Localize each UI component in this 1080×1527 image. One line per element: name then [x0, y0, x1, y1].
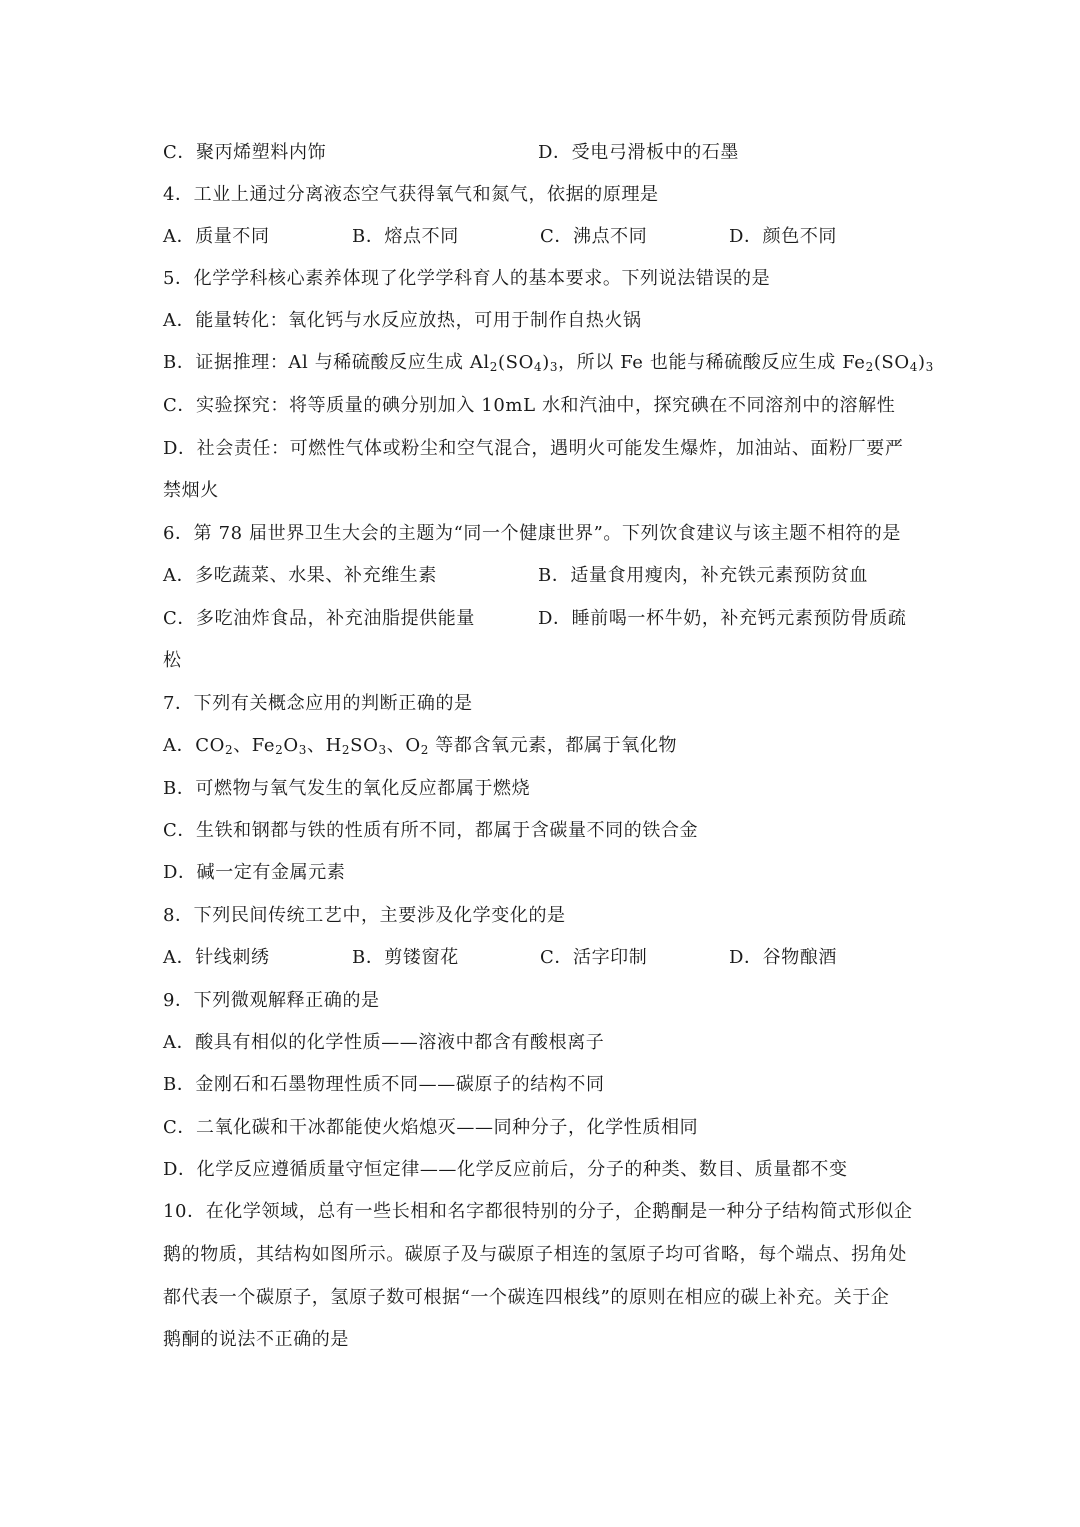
q4-option-d: D．颜色不同	[729, 226, 838, 247]
q7-option-b: B．可燃物与氧气发生的氧化反应都属于燃烧	[163, 778, 531, 799]
q8-option-a: A．针线刺绣	[163, 947, 270, 968]
q10-stem-line3: 都代表一个碳原子，氢原子数可根据“一个碳连四根线”的原则在相应的碳上补充。关于企	[163, 1287, 890, 1308]
q8-option-d: D．谷物酿酒	[729, 947, 838, 968]
q4-stem: 4．工业上通过分离液态空气获得氧气和氮气，依据的原理是	[163, 184, 659, 205]
q6-stem: 6．第 78 届世界卫生大会的主题为“同一个健康世界”。下列饮食建议与该主题不相符的是	[163, 523, 901, 544]
q4-option-b: B．熔点不同	[352, 226, 459, 247]
q8-option-c: C．活字印制	[540, 947, 648, 968]
q7-option-d: D．碱一定有金属元素	[163, 862, 346, 883]
q6-option-d-line2: 松	[163, 650, 182, 671]
q7-option-c: C．生铁和钢都与铁的性质有所不同，都属于含碳量不同的铁合金	[163, 820, 699, 841]
q4-option-a: A．质量不同	[163, 226, 270, 247]
q5-option-d-line2: 禁烟火	[163, 480, 219, 501]
q8-option-b: B．剪镂窗花	[352, 947, 459, 968]
q5-option-a: A．能量转化：氧化钙与水反应放热，可用于制作自热火锅	[163, 310, 642, 331]
q10-stem-line2: 鹅的物质，其结构如图所示。碳原子及与碳原子相连的氢原子均可省略，每个端点、拐角处	[163, 1244, 907, 1265]
q5-option-d-line1: D．社会责任：可燃性气体或粉尘和空气混合，遇明火可能发生爆炸，加油站、面粉厂要严	[163, 438, 904, 459]
q9-option-c: C．二氧化碳和干冰都能使火焰熄灭——同种分子，化学性质相同	[163, 1117, 699, 1138]
q5-stem: 5．化学学科核心素养体现了化学学科育人的基本要求。下列说法错误的是	[163, 268, 771, 289]
q6-option-d-line1: D．睡前喝一杯牛奶，补充钙元素预防骨质疏	[538, 608, 907, 629]
q4-option-c: C．沸点不同	[540, 226, 648, 247]
q9-option-b: B．金刚石和石墨物理性质不同——碳原子的结构不同	[163, 1074, 605, 1095]
q7-option-a: A．$CO_2$、$Fe_2O_3$、$H_2SO_3$、$O_2$ 等都含氧元素，都属于氧化物	[163, 735, 678, 757]
q6-option-a: A．多吃蔬菜、水果、补充维生素	[163, 565, 437, 586]
q6-option-c: C．多吃油炸食品，补充油脂提供能量	[163, 608, 475, 629]
q3-option-d: D．受电弓滑板中的石墨	[538, 142, 740, 163]
q9-option-d: D．化学反应遵循质量守恒定律——化学反应前后，分子的种类、数目、质量都不变	[163, 1159, 848, 1180]
q8-stem: 8．下列民间传统工艺中，主要涉及化学变化的是	[163, 905, 566, 926]
q10-stem-line4: 鹅酮的说法不正确的是	[163, 1329, 349, 1350]
q9-stem: 9．下列微观解释正确的是	[163, 990, 380, 1011]
q5-option-c: C．实验探究：将等质量的碘分别加入 10mL 水和汽油中，探究碘在不同溶剂中的溶解性	[163, 395, 896, 416]
q5-option-b: B．证据推理：Al 与稀硫酸反应生成 $Al_2(SO_4)_3$，所以 Fe 也能与稀硫酸反应生成 $Fe_2(SO_4)_3$	[163, 352, 934, 374]
q7-stem: 7．下列有关概念应用的判断正确的是	[163, 693, 473, 714]
q10-stem-line1: 10．在化学领域，总有一些长相和名字都很特别的分子，企鹅酮是一种分子结构简式形似企	[163, 1201, 913, 1222]
q3-option-c: C．聚丙烯塑料内饰	[163, 142, 327, 163]
q9-option-a: A．酸具有相似的化学性质——溶液中都含有酸根离子	[163, 1032, 605, 1053]
q6-option-b: B．适量食用瘦肉，补充铁元素预防贫血	[538, 565, 869, 586]
